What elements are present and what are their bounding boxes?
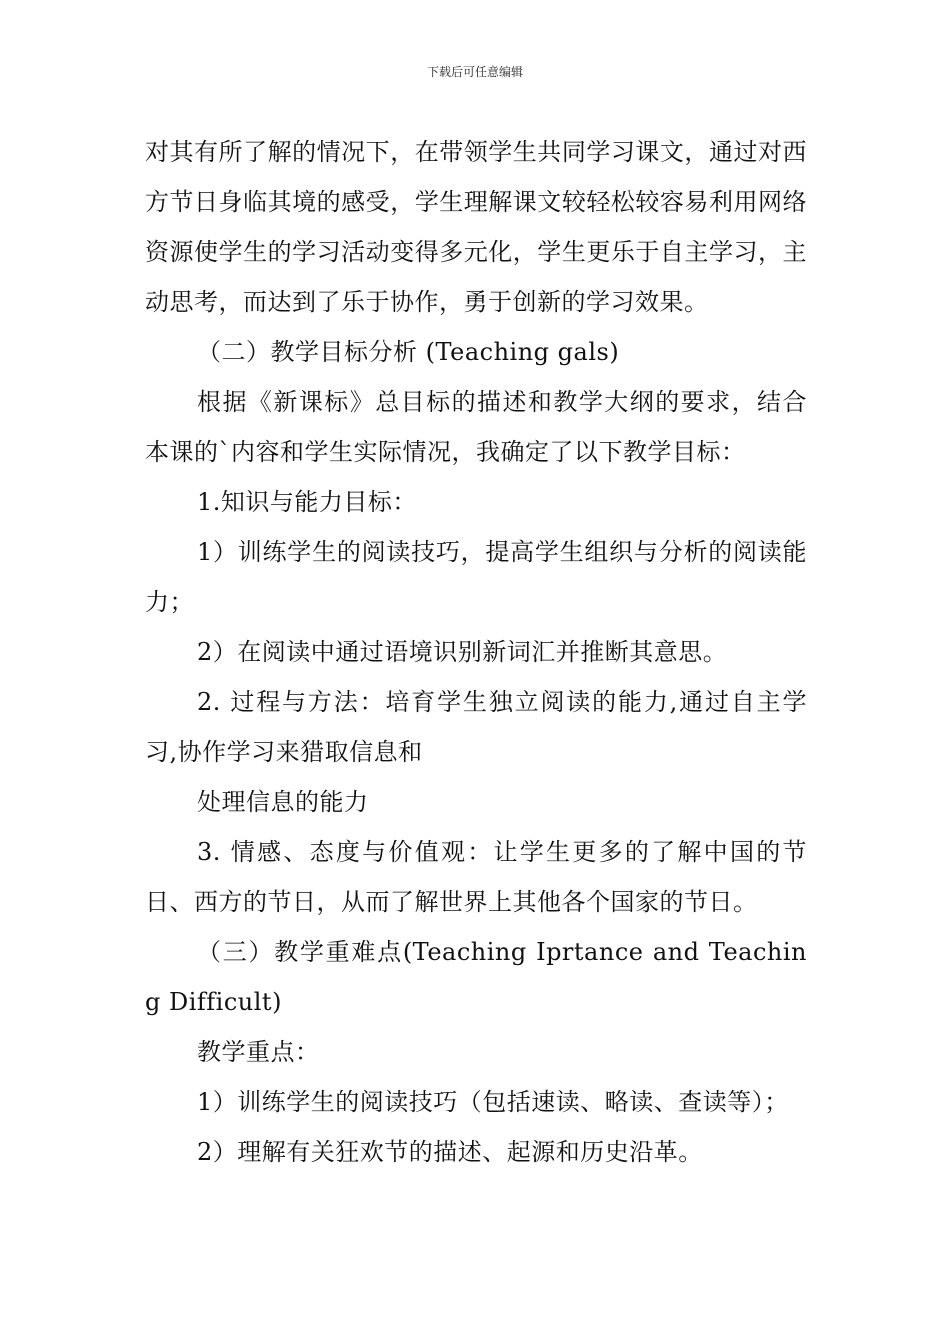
list-item: 1）训练学生的阅读技巧（包括速读、略读、查读等）；	[197, 1088, 789, 1116]
subheading-knowledge-ability: 1.知识与能力目标：	[197, 488, 417, 516]
paragraph: 2. 过程与方法：培育学生独立阅读的能力,通过自主学习,协作学习来猎取信息和	[145, 688, 807, 766]
list-item: 2）在阅读中通过语境识别新词汇并推断其意思。	[197, 638, 728, 666]
paragraph: 3. 情感、态度与价值观：让学生更多的了解中国的节日、西方的节日，从而了解世界上其他各个国家的节日。	[145, 838, 807, 916]
paragraph: 根据《新课标》总目标的描述和教学大纲的要求，结合本课的`内容和学生实际情况，我确定了以下教学目标：	[145, 388, 807, 466]
paragraph: 对其有所了解的情况下，在带领学生共同学习课文，通过对西方节日身临其境的感受，学生理解课文较轻松较容易利用网络资源使学生的学习活动变得多元化，学生更乐于自主学习，主动思考，而达到了乐于协作，勇于创新的学习效果。	[145, 138, 807, 316]
section-heading-teaching-goals: （二）教学目标分析 (Teaching gals)	[197, 338, 620, 366]
list-item: 2）理解有关狂欢节的描述、起源和历史沿革。	[197, 1138, 703, 1166]
document-body	[145, 127, 807, 1177]
page-header-note: 下载后可任意编辑	[426, 65, 523, 79]
paragraph: 处理信息的能力	[197, 788, 369, 816]
list-item: 1）训练学生的阅读技巧，提高学生组织与分析的阅读能力；	[145, 538, 807, 616]
subheading-teaching-focus: 教学重点：	[197, 1038, 320, 1066]
section-heading-key-difficult-points: （三）教学重难点(Teaching Iprtance and Teaching Difficult)	[145, 938, 807, 1016]
